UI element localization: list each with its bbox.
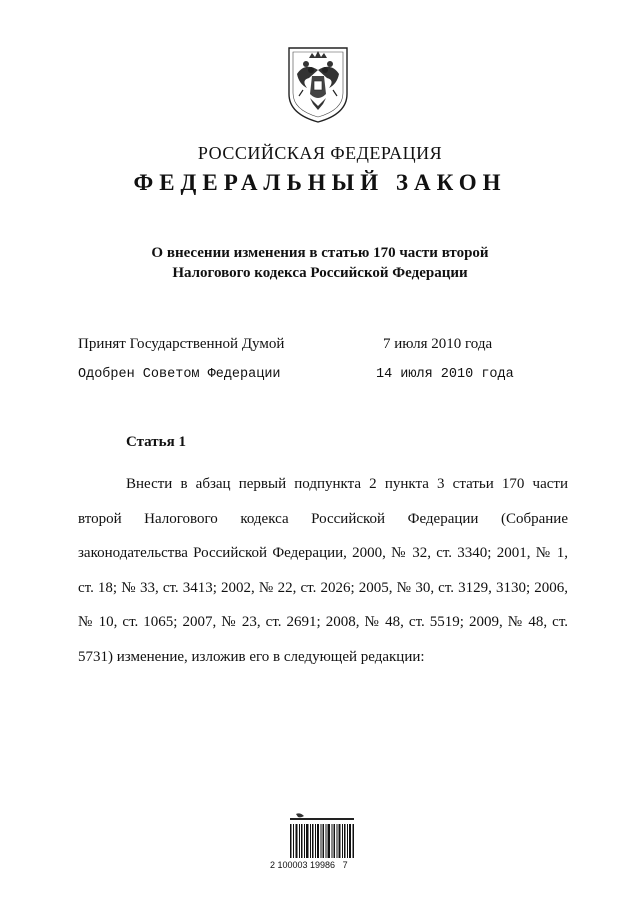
law-title [0,243,640,283]
barcode-number: 2 100003 19986 7 [270,860,348,870]
barcode-icon [286,812,358,862]
adopted-by-duma-date: 7 июля 2010 года [383,336,493,352]
law-title-line-2: Налогового кодекса Российской Федерации [172,265,468,281]
document-type: ФЕДЕРАЛЬНЫЙ ЗАКОН [133,170,507,195]
approved-by-council-label: Одобрен Советом Федерации [78,367,281,382]
approved-by-council-date: 14 июля 2010 года [376,367,514,382]
article-body-text: Внести в абзац первый подпункта 2 пункта 3 статьи 170 части второй Налогового кодекса Российской Федерации (Собрание законодательства Российской Федерации, 2000, № 32, ст. 3340; 2001, № 1, ст. 18; № 33, ст. 3413; 2002, № 22, ст. 2026; 2005, № 30, ст. 3129, 3130; 2006, № 10, ст. 1065; 2007, № 23, ст. 2691; 2008, № 48, ст. 5519; 2009, № 48, ст. 5731) изменение, изложив его в следующей редакции: [78,476,568,665]
coat-of-arms-icon [283,44,353,124]
country-name: РОССИЙСКАЯ ФЕДЕРАЦИЯ [197,143,443,163]
article-heading: Статья 1 [126,434,186,450]
adopted-by-duma-label: Принят Государственной Думой [78,336,285,352]
law-title-line-1: О внесении изменения в статью 170 части второй [151,245,489,261]
